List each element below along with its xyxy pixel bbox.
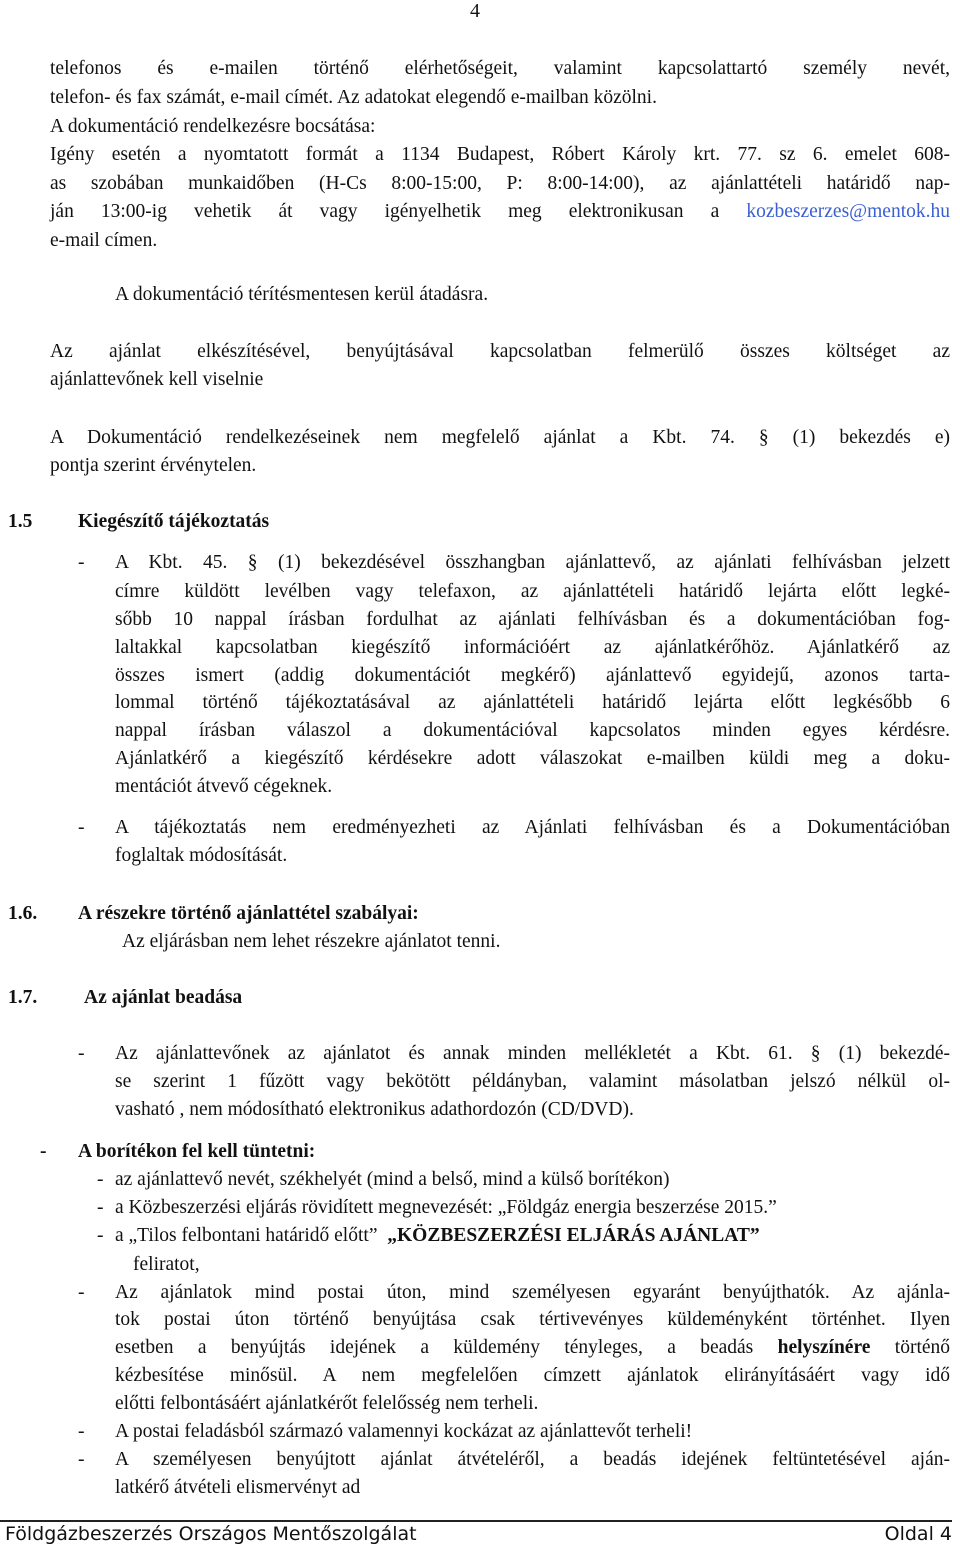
bullet-line: Ajánlatkérő a kiegészítő kérdésekre adott válaszokat e-mailben küldi meg a doku- [115, 748, 950, 769]
envelope-item-cont: feliratot, [133, 1254, 200, 1275]
bullet-line: mentációt átvevő cégeknek. [115, 776, 333, 797]
bullet-line: vasható , nem módosítható elektronikus adathordozón (CD/DVD). [115, 1099, 634, 1120]
bullet-line: Az ajánlattevőnek az ajánlatot és annak minden mellékletét a Kbt. 61. § (1) bekezdé- [115, 1043, 950, 1064]
envelope-item-bold: „KÖZBESZERZÉSI ELJÁRÁS AJÁNLAT” [387, 1225, 760, 1246]
free-note: A dokumentáció térítésmentesen kerül átadásra. [115, 284, 489, 305]
email-link[interactable]: kozbeszerzes@mentok.hu [746, 201, 950, 222]
bullet-line: A postai feladásból származó valamennyi kockázat az ajánlattevőt terheli! [115, 1421, 693, 1442]
bullet-dash: - [97, 1225, 104, 1246]
bullet-dash: - [78, 1449, 85, 1470]
bullet-line: Az ajánlatok mind postai úton, mind személyesen egyaránt benyújthatók. Az ajánla- [115, 1282, 950, 1303]
cost-line: Az ajánlat elkészítésével, benyújtásával kapcsolatban felmerülő összes költséget az [50, 341, 950, 362]
intro-line: as szobában munkaidőben (H-Cs 8:00-15:00, P: 8:00-14:00), az ajánlattételi határidő nap- [50, 173, 950, 194]
bullet-line: se szerint 1 fűzött vagy bekötött példányban, valamint másolatban jelszó nélkül ol- [115, 1071, 950, 1092]
bullet-line: nappal írásban válaszol a dokumentációval kapcsolatos minden egyes kérdésre. [115, 720, 950, 741]
bullet-line: előtti felbontásáért ajánlatkérőt felelősség nem terheli. [115, 1393, 539, 1414]
section-number: 1.7. [8, 987, 38, 1008]
bullet-dash: - [40, 1141, 47, 1162]
bullet-bold: helyszínére [777, 1337, 871, 1358]
bullet-line: lommal történő tájékoztatásával az ajánlattételi határidő lejárta előtt legkésőbb 6 [115, 692, 950, 713]
bullet-line: címre küldött levélben vagy telefaxon, az ajánlattételi határidő lejárta előtt legké- [115, 581, 950, 602]
footer-page: Oldal 4 [884, 1523, 952, 1545]
bullet-dash: - [78, 1421, 85, 1442]
intro-line: e-mail címen. [50, 230, 158, 251]
intro-line: telefonos és e-mailen történő elérhetőségeit, valamint kapcsolattartó személy nevét, [50, 58, 950, 79]
envelope-title: A borítékon fel kell tüntetni: [78, 1141, 316, 1162]
footer-org: Földgázbeszerzés Országos Mentőszolgálat [5, 1523, 417, 1545]
cost-line: ajánlattevőnek kell viselnie [50, 369, 264, 390]
footer-rule [0, 1520, 952, 1522]
bullet-line: A tájékoztatás nem eredményezheti az Ajánlati felhívásban és a Dokumentációban [115, 817, 950, 838]
bullet-dash: - [97, 1169, 104, 1190]
bullet-line: foglaltak módosítását. [115, 845, 288, 866]
section-title: Az ajánlat beadása [84, 987, 243, 1008]
section-title: Kiegészítő tájékoztatás [78, 511, 270, 532]
intro-line [50, 202, 950, 222]
bullet-line [115, 1338, 950, 1358]
bullet-text: történő [894, 1337, 951, 1358]
bullet-dash: - [78, 1043, 85, 1064]
invalid-line: A Dokumentáció rendelkezéseinek nem megfelelő ajánlat a Kbt. 74. § (1) bekezdés e) [50, 427, 950, 448]
intro-line: telefon- és fax számát, e-mail címét. Az adatokat elegendő e-mailban közölni. [50, 87, 657, 108]
bullet-dash: - [97, 1197, 104, 1218]
bullet-dash: - [78, 817, 85, 838]
bullet-line: A Kbt. 45. § (1) bekezdésével összhangban ajánlattevő, az ajánlati felhívásban jelzett [115, 552, 950, 573]
bullet-line: latkérő átvételi elismervényt ad [115, 1477, 361, 1498]
intro-line: Igény esetén a nyomtatott formát a 1134 Budapest, Róbert Károly krt. 77. sz 6. emelet 608- [50, 144, 950, 165]
page-number: 4 [470, 0, 480, 22]
section-number: 1.6. [8, 903, 38, 924]
bullet-dash: - [78, 552, 85, 573]
intro-line: A dokumentáció rendelkezésre bocsátása: [50, 116, 376, 137]
envelope-item-text: a „Tilos felbontani határidő előtt” [115, 1225, 378, 1246]
bullet-line: sőbb 10 nappal írásban fordulhat az ajánlati felhívásban és a dokumentációban fog- [115, 609, 950, 630]
intro-line-text: ján 13:00-ig vehetik át vagy igényelhetik meg elektronikusan a [50, 201, 720, 222]
bullet-text: esetben a benyújtás idejének a küldemény tényleges, a beadás [115, 1337, 754, 1358]
section-text: Az eljárásban nem lehet részekre ajánlatot tenni. [122, 931, 501, 952]
section-title: A részekre történő ajánlattétel szabályai: [78, 903, 419, 924]
bullet-line: laltakkal kapcsolatban kiegészítő információért az ajánlatkérőhöz. Ajánlatkérő az [115, 637, 950, 658]
section-number: 1.5 [8, 511, 33, 532]
envelope-item: az ajánlattevő nevét, székhelyét (mind a belső, mind a külső borítékon) [115, 1169, 670, 1190]
bullet-dash: - [78, 1282, 85, 1303]
bullet-line: A személyesen benyújtott ajánlat átvételéről, a beadás idejének feltüntetésével aján- [115, 1449, 950, 1470]
envelope-item: a Közbeszerzési eljárás rövidített megnevezését: „Földgáz energia beszerzése 2015.” [115, 1197, 777, 1218]
envelope-item [115, 1226, 760, 1246]
bullet-line: tok postai úton történő benyújtása csak tértivevényes küldeményként történhet. Ilyen [115, 1309, 950, 1330]
bullet-line: összes ismert (addig dokumentációt megkérő) ajánlattevő egyidejű, azonos tarta- [115, 665, 950, 686]
invalid-line: pontja szerint érvénytelen. [50, 455, 257, 476]
bullet-line: kézbesítése minősül. A nem megfelelően címzett ajánlatok elirányításáért vagy idő [115, 1365, 950, 1386]
